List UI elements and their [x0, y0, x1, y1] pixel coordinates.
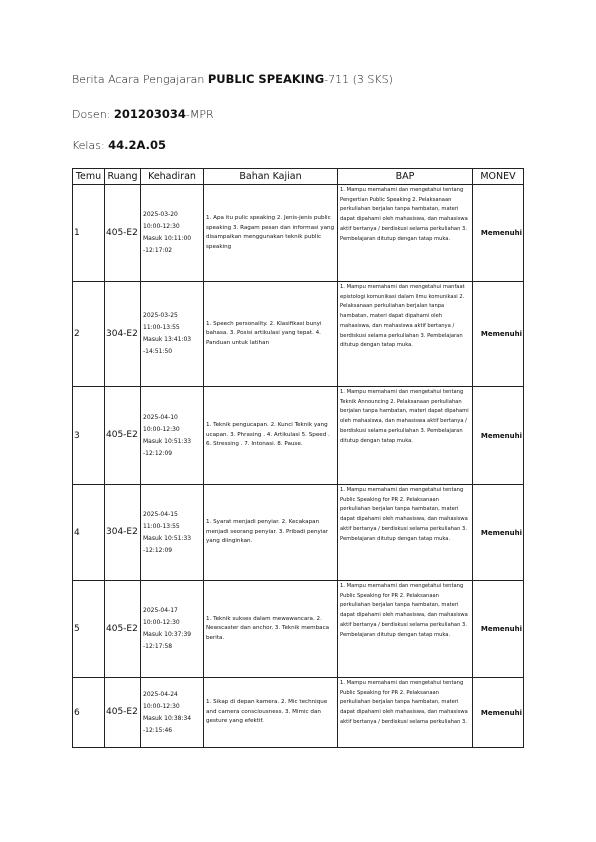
- class-code: 44.2A.05: [108, 138, 167, 152]
- meeting-date: 2025-03-20: [143, 211, 178, 218]
- monev-cell: Memenuhi: [473, 581, 524, 678]
- checkin-time: Masuk 10:51:33: [143, 534, 192, 542]
- col-header-bahan-kajian: Bahan Kajian: [204, 169, 338, 185]
- meeting-date: 2025-04-17: [143, 607, 178, 614]
- temu-cell: 4: [73, 485, 105, 581]
- meeting-time: 10:00-12:30: [143, 425, 180, 433]
- table-row: [73, 185, 524, 282]
- table-row: [73, 678, 524, 748]
- table-row: [73, 387, 524, 485]
- teaching-record-table: [72, 168, 524, 748]
- meeting-time: 11:00-13:55: [143, 522, 180, 530]
- report-title: [72, 72, 393, 86]
- checkin-time: Masuk 10:51:33: [143, 437, 192, 445]
- lecturer-label: Dosen:: [72, 108, 114, 121]
- checkin-time: Masuk 10:11:00: [143, 235, 192, 242]
- kehadiran-cell: [141, 282, 204, 387]
- monev-cell: Memenuhi: [473, 678, 524, 748]
- bahan-kajian-cell: 1. Speech personality. 2. Klasifikasi bunyi bahasa. 3. Posisi artikulasi yang tepat. 4. Panduan untuk latihan: [204, 282, 338, 387]
- title-prefix: Berita Acara Pengajaran: [72, 73, 208, 86]
- kehadiran-cell: [141, 485, 204, 581]
- checkin-time: Masuk 10:37:39: [143, 631, 192, 638]
- meeting-time: 11:00-13:55: [143, 324, 180, 331]
- temu-cell: 2: [73, 282, 105, 387]
- checkout-time: -12:12:09: [143, 449, 173, 457]
- bap-cell: 1. Mampu memahami dan mengetahui tentang Public Speaking for PR 2. Pelaksanaan perkuliahan berjalan tanpa hambatan, materi dapat dipahami oleh mahasiswa, dan mahasiswa aktif bertanya / berdiskusi selama perkuliahan 3. Pembelajaran ditutup dengan tatap muka.: [338, 581, 473, 678]
- meeting-time: 10:00-12:30: [143, 223, 180, 230]
- meeting-date: 2025-04-15: [143, 510, 178, 518]
- temu-cell: 5: [73, 581, 105, 678]
- course-name: PUBLIC SPEAKING: [207, 72, 325, 86]
- checkout-time: -12:17:58: [143, 643, 173, 650]
- checkout-time: -12:12:09: [143, 546, 173, 554]
- ruang-cell: 304-E2: [105, 485, 141, 581]
- meeting-date: 2025-04-10: [143, 413, 178, 421]
- monev-cell: Memenuhi: [473, 387, 524, 485]
- table-row: [73, 485, 524, 581]
- temu-cell: 3: [73, 387, 105, 485]
- title-suffix: -711 (3 SKS): [324, 73, 393, 86]
- lecturer-suffix: -MPR: [185, 108, 214, 121]
- kehadiran-cell: [141, 185, 204, 282]
- ruang-cell: 405-E2: [105, 387, 141, 485]
- checkout-time: -12:15:46: [143, 726, 173, 734]
- checkin-time: Masuk 13:41:03: [143, 336, 192, 343]
- meeting-time: 10:00-12:30: [143, 619, 180, 626]
- table-row: [73, 282, 524, 387]
- bahan-kajian-cell: 1. Syarat menjadi penyiar. 2. Kecakapan menjadi seorang penyiar. 3. Pribadi penyiar yang diinginkan.: [204, 485, 338, 581]
- temu-cell: 6: [73, 678, 105, 748]
- ruang-cell: 405-E2: [105, 678, 141, 748]
- col-header-ruang: Ruang: [105, 169, 141, 185]
- meeting-time: 10:00-12:30: [143, 702, 180, 710]
- lecturer-line: [72, 107, 214, 121]
- bahan-kajian-cell: 1. Teknik pengucapan. 2. Kunci Teknik yang ucapan. 3. Phrasing . 4. Artikulasi 5. Speed . 6. Stressing . 7. Intonasi. 8. Pause.: [204, 387, 338, 485]
- table-header-row: [73, 169, 524, 185]
- col-header-kehadiran: Kehadiran: [141, 169, 204, 185]
- monev-cell: Memenuhi: [473, 185, 524, 282]
- bahan-kajian-cell: 1. Teknik sukses dalam mewawancara. 2. Newscaster dan anchor. 3. Teknik membaca berita.: [204, 581, 338, 678]
- checkout-time: -12:17:02: [143, 247, 173, 254]
- meeting-date: 2025-04-24: [143, 690, 178, 698]
- ruang-cell: 304-E2: [105, 282, 141, 387]
- col-header-monev: MONEV: [473, 169, 524, 185]
- bahan-kajian-cell: 1. Apa itu pulic speaking 2. Jenis-jenis public speaking 3. Ragam pesan dan informasi yang disampaikan menggunakan teknik public speaking: [204, 185, 338, 282]
- bap-cell: 1. Mampu memahami dan mengetahui tentang Pengertian Public Speaking 2. Pelaksanaan perkuliahan berjalan tanpa hambatan, materi dapat dipahami oleh mahasiswa, dan mahasiswa aktif bertanya / berdiskusi selama perkuliahan 3. Pembelajaran ditutup dengan tatap muka.: [338, 185, 473, 282]
- bap-cell: 1. Mampu memahami dan mengetahui tentang Public Speaking for PR 2. Pelaksanaan perkuliahan berjalan tanpa hambatan, materi dapat dipahami oleh mahasiswa, dan mahasiswa aktif bertanya / berdiskusi selama perkuliahan 3.: [338, 678, 473, 748]
- temu-cell: 1: [73, 185, 105, 282]
- ruang-cell: 405-E2: [105, 581, 141, 678]
- kehadiran-cell: [141, 678, 204, 748]
- class-label: Kelas:: [72, 139, 109, 152]
- monev-cell: Memenuhi: [473, 282, 524, 387]
- lecturer-id: 201203034: [113, 107, 186, 121]
- bap-cell: 1. Mampu memahami dan mengetahui tentang Teknik Announcing 2. Pelaksanaan perkuliahan berjalan tanpa hambatan, materi dapat dipahami oleh mahasiswa, dan mahasiswa aktif bertanya / berdiskusi selama perkuliahan 3. Pembelajaran ditutup dengan tatap muka.: [338, 387, 473, 485]
- monev-cell: Memenuhi: [473, 485, 524, 581]
- col-header-temu: Temu: [73, 169, 105, 185]
- bap-cell: 1. Mampu memahami dan mengetahui manfaat epistologi komunikasi dalam ilmu komunikasi 2. Pelaksanaan perkuliahan berjalan tanpa hambatan, materi dapat dipahami oleh mahasiswa, dan mahasiswa aktif bertanya / berdiskusi selama perkuliahan 3. Pembelajaran ditutup dengan tatap muka.: [338, 282, 473, 387]
- bap-cell: 1. Mampu memahami dan mengetahui tentang Public Speaking for PR 2. Pelaksanaan perkuliahan berjalan tanpa hambatan, materi dapat dipahami oleh mahasiswa, dan mahasiswa aktif bertanya / berdiskusi selama perkuliahan 3. Pembelajaran ditutup dengan tatap muka.: [338, 485, 473, 581]
- table-row: [73, 581, 524, 678]
- ruang-cell: 405-E2: [105, 185, 141, 282]
- kehadiran-cell: [141, 581, 204, 678]
- meeting-date: 2025-03-25: [143, 312, 178, 319]
- bahan-kajian-cell: 1. Sikap di depan kamera. 2. Mic technique and camera consciousness. 3. Mimic dan gesture yang efektif.: [204, 678, 338, 748]
- checkin-time: Masuk 10:38:34: [143, 714, 192, 722]
- kehadiran-cell: [141, 387, 204, 485]
- checkout-time: -14:51:50: [143, 348, 173, 355]
- class-line: [72, 138, 166, 152]
- col-header-bap: BAP: [338, 169, 473, 185]
